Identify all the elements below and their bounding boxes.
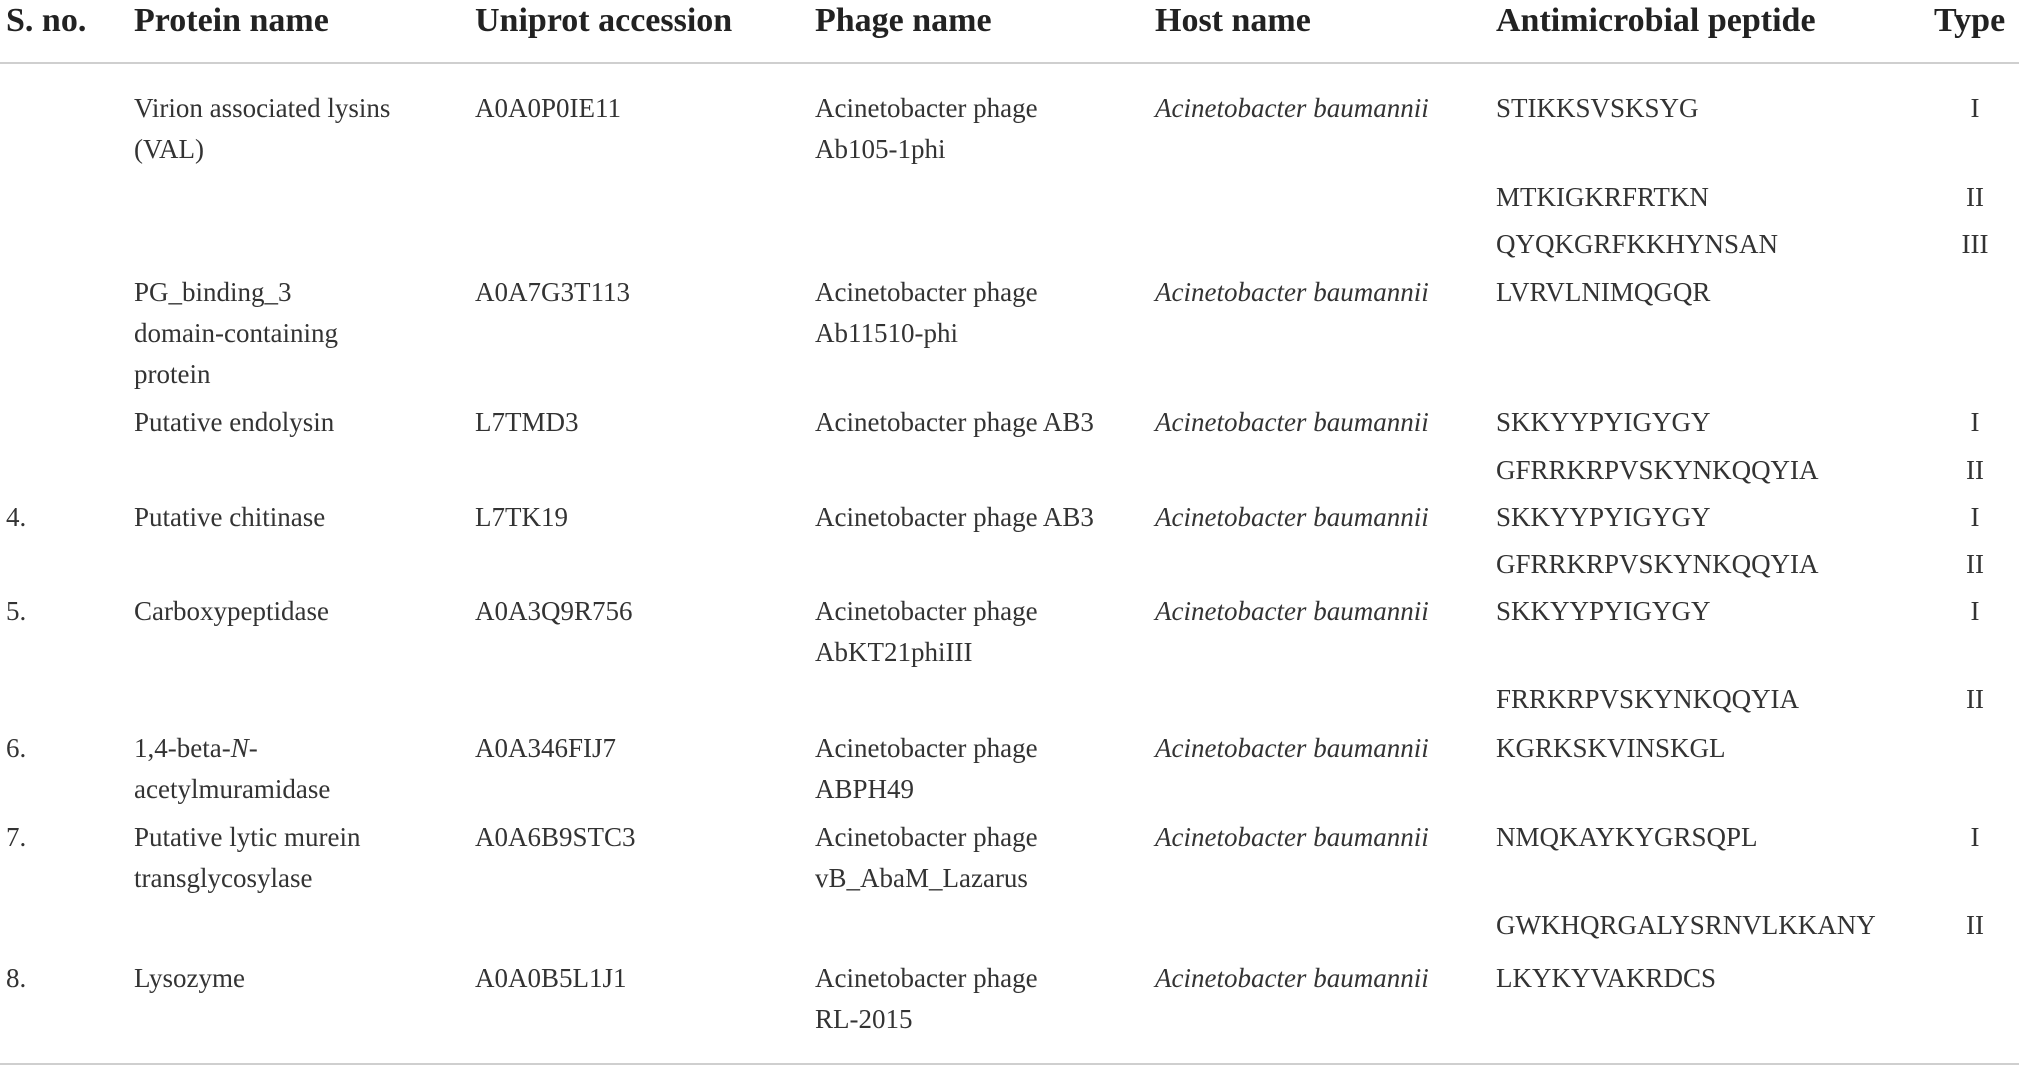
phage-name: Acinetobacter phage (815, 596, 1038, 626)
phage-name: Acinetobacter phage AB3 (815, 407, 1094, 437)
serial-number: 5. (6, 596, 27, 626)
peptide-type: I (1970, 596, 1980, 626)
uniprot-accession: L7TMD3 (475, 407, 579, 437)
antimicrobial-peptide: SKKYYPYIGYGY (1496, 407, 1711, 437)
header-rule (0, 62, 2019, 64)
protein-name: protein (134, 359, 211, 389)
antimicrobial-peptide: GWKHQRGALYSRNVLKKANY (1496, 910, 1876, 940)
uniprot-accession: A0A0P0IE11 (475, 93, 621, 123)
peptide-type: I (1970, 502, 1980, 532)
host-name: Acinetobacter baumannii (1155, 822, 1429, 852)
protein-name: 1,4-beta-N- (134, 733, 258, 763)
phage-name: RL-2015 (815, 1004, 913, 1034)
protein-name: PG_binding_3 (134, 277, 292, 307)
antimicrobial-peptide: SKKYYPYIGYGY (1496, 502, 1711, 532)
header-phage-name: Phage name (815, 2, 992, 39)
phage-name: Acinetobacter phage (815, 733, 1038, 763)
serial-number: 7. (6, 822, 27, 852)
protein-name: Putative endolysin (134, 407, 335, 437)
host-name: Acinetobacter baumannii (1155, 502, 1429, 532)
header-sno: S. no. (6, 2, 87, 39)
phage-name: ABPH49 (815, 774, 915, 804)
antimicrobial-peptide: SKKYYPYIGYGY (1496, 596, 1711, 626)
protein-name: Virion associated lysins (134, 93, 391, 123)
phage-name: Acinetobacter phage (815, 822, 1038, 852)
antimicrobial-peptide: GFRRKRPVSKYNKQQYIA (1496, 549, 1819, 579)
peptide-type: III (1961, 229, 1989, 259)
protein-name: Carboxypeptidase (134, 596, 329, 626)
phage-name: vB_AbaM_Lazarus (815, 863, 1028, 893)
peptide-type: II (1966, 549, 1984, 579)
peptide-type: II (1966, 910, 1984, 940)
peptide-type: I (1970, 822, 1980, 852)
antimicrobial-peptide: QYQKGRFKKHYNSAN (1496, 229, 1779, 259)
antimicrobial-peptide: MTKIGKRFRTKN (1496, 182, 1709, 212)
serial-number: 8. (6, 963, 27, 993)
phage-name: Acinetobacter phage (815, 277, 1038, 307)
host-name: Acinetobacter baumannii (1155, 407, 1429, 437)
peptide-type: II (1966, 455, 1984, 485)
phage-name: Acinetobacter phage AB3 (815, 502, 1094, 532)
phage-name: Acinetobacter phage (815, 93, 1038, 123)
uniprot-accession: L7TK19 (475, 502, 568, 532)
peptide-type: II (1966, 684, 1984, 714)
phage-name: Ab11510-phi (815, 318, 958, 348)
uniprot-accession: A0A0B5L1J1 (475, 963, 627, 993)
antimicrobial-peptide: STIKKSVSKSYG (1496, 93, 1699, 123)
header-type: Type (1934, 2, 2006, 39)
uniprot-accession: A0A346FIJ7 (475, 733, 617, 763)
host-name: Acinetobacter baumannii (1155, 963, 1429, 993)
serial-number: 6. (6, 733, 27, 763)
uniprot-accession: A0A7G3T113 (475, 277, 630, 307)
phage-name: Ab105-1phi (815, 134, 946, 164)
antimicrobial-peptide: LVRVLNIMQGQR (1496, 277, 1711, 307)
antimicrobial-peptide: KGRKSKVINSKGL (1496, 733, 1726, 763)
protein-name: transglycosylase (134, 863, 313, 893)
host-name: Acinetobacter baumannii (1155, 733, 1429, 763)
host-name: Acinetobacter baumannii (1155, 596, 1429, 626)
protein-name: Putative lytic murein (134, 822, 361, 852)
uniprot-accession: A0A6B9STC3 (475, 822, 636, 852)
header-protein-name: Protein name (134, 2, 329, 39)
protein-name: Lysozyme (134, 963, 245, 993)
peptide-type: I (1970, 407, 1980, 437)
header-antimicrobial-peptide: Antimicrobial peptide (1496, 2, 1816, 39)
phage-name: AbKT21phiIII (815, 637, 973, 667)
serial-number: 4. (6, 502, 27, 532)
host-name: Acinetobacter baumannii (1155, 277, 1429, 307)
peptide-type: I (1970, 93, 1980, 123)
host-name: Acinetobacter baumannii (1155, 93, 1429, 123)
antimicrobial-peptide: LKYKYVAKRDCS (1496, 963, 1717, 993)
protein-name: Putative chitinase (134, 502, 326, 532)
header-host-name: Host name (1155, 2, 1311, 39)
phage-name: Acinetobacter phage (815, 963, 1038, 993)
protein-name: (VAL) (134, 134, 204, 164)
protein-name: acetylmuramidase (134, 774, 331, 804)
antimicrobial-peptide: FRRKRPVSKYNKQQYIA (1496, 684, 1800, 714)
header-uniprot-accession: Uniprot accession (475, 2, 733, 39)
uniprot-accession: A0A3Q9R756 (475, 596, 633, 626)
peptide-type: II (1966, 182, 1984, 212)
antimicrobial-peptide: NMQKAYKYGRSQPL (1496, 822, 1758, 852)
antimicrobial-peptide: GFRRKRPVSKYNKQQYIA (1496, 455, 1819, 485)
bottom-rule (0, 1063, 2019, 1065)
protein-name: domain-containing (134, 318, 338, 348)
